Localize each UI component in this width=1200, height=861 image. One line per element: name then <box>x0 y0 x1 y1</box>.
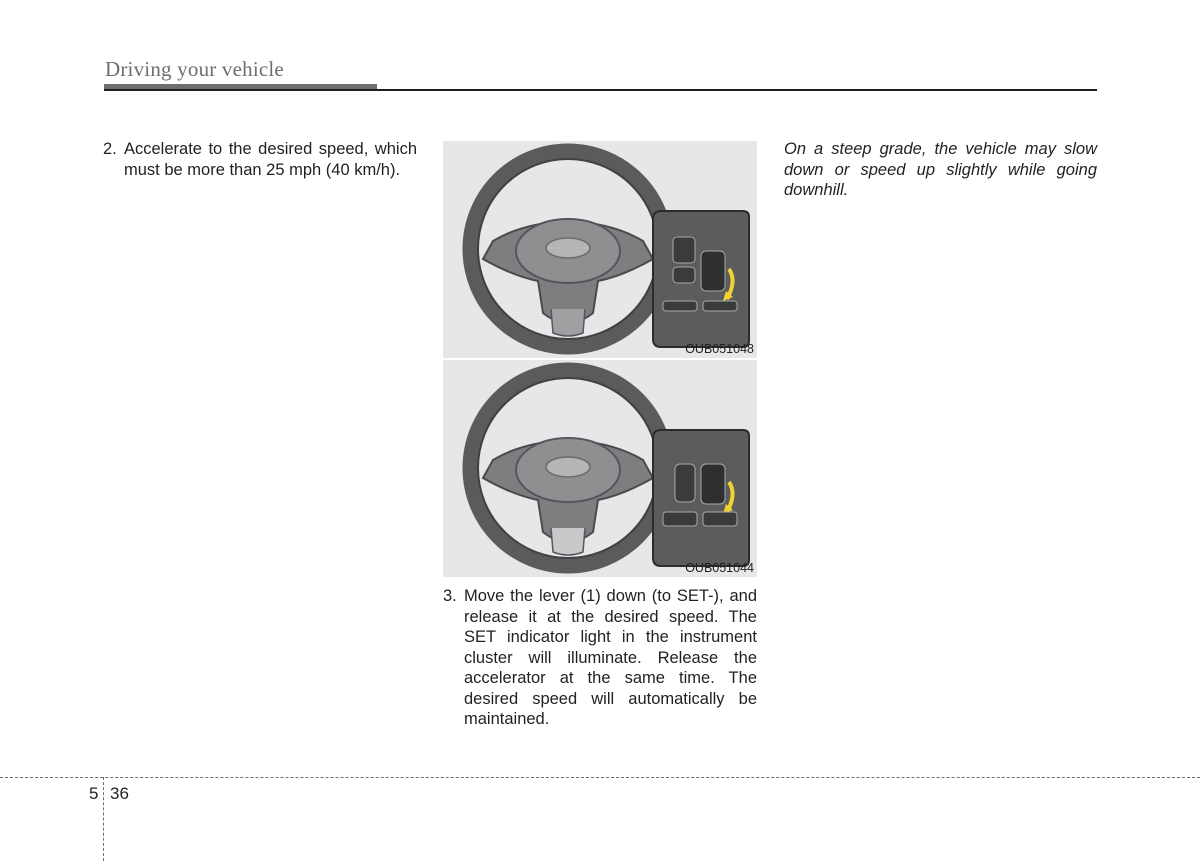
figure-b <box>443 360 757 577</box>
page-header-title: Driving your vehicle <box>105 57 284 81</box>
steering-wheel-type-b-illustration <box>443 360 757 577</box>
chapter-number: 5 <box>89 784 99 803</box>
step-3-text: Move the lever (1) down (to SET-), and release it at the desired speed. The SET indicator light in the instrument cluster will illuminate. Release the accelerator at the same time. The desired speed will automatically be maintained. <box>464 587 757 728</box>
footer-divider <box>103 777 104 861</box>
step-2 <box>103 139 417 180</box>
page-number: 36 <box>110 784 129 803</box>
header-rule-thin <box>104 89 1097 91</box>
step-2-number: 2. <box>103 140 117 158</box>
figure-a <box>443 141 757 358</box>
footer-rule <box>0 777 1200 778</box>
figure-b-code: OUB051044 <box>685 561 754 575</box>
figure-a-code: OUB051048 <box>685 342 754 356</box>
steering-wheel-type-a-illustration <box>443 141 757 358</box>
step-2-text: Accelerate to the desired speed, which must be more than 25 mph (40 km/h). <box>124 140 417 179</box>
step-3 <box>443 586 757 730</box>
step-3-number: 3. <box>443 587 457 605</box>
steep-grade-note: On a steep grade, the vehicle may slow down or speed up slightly while going downhill. <box>784 140 1097 199</box>
